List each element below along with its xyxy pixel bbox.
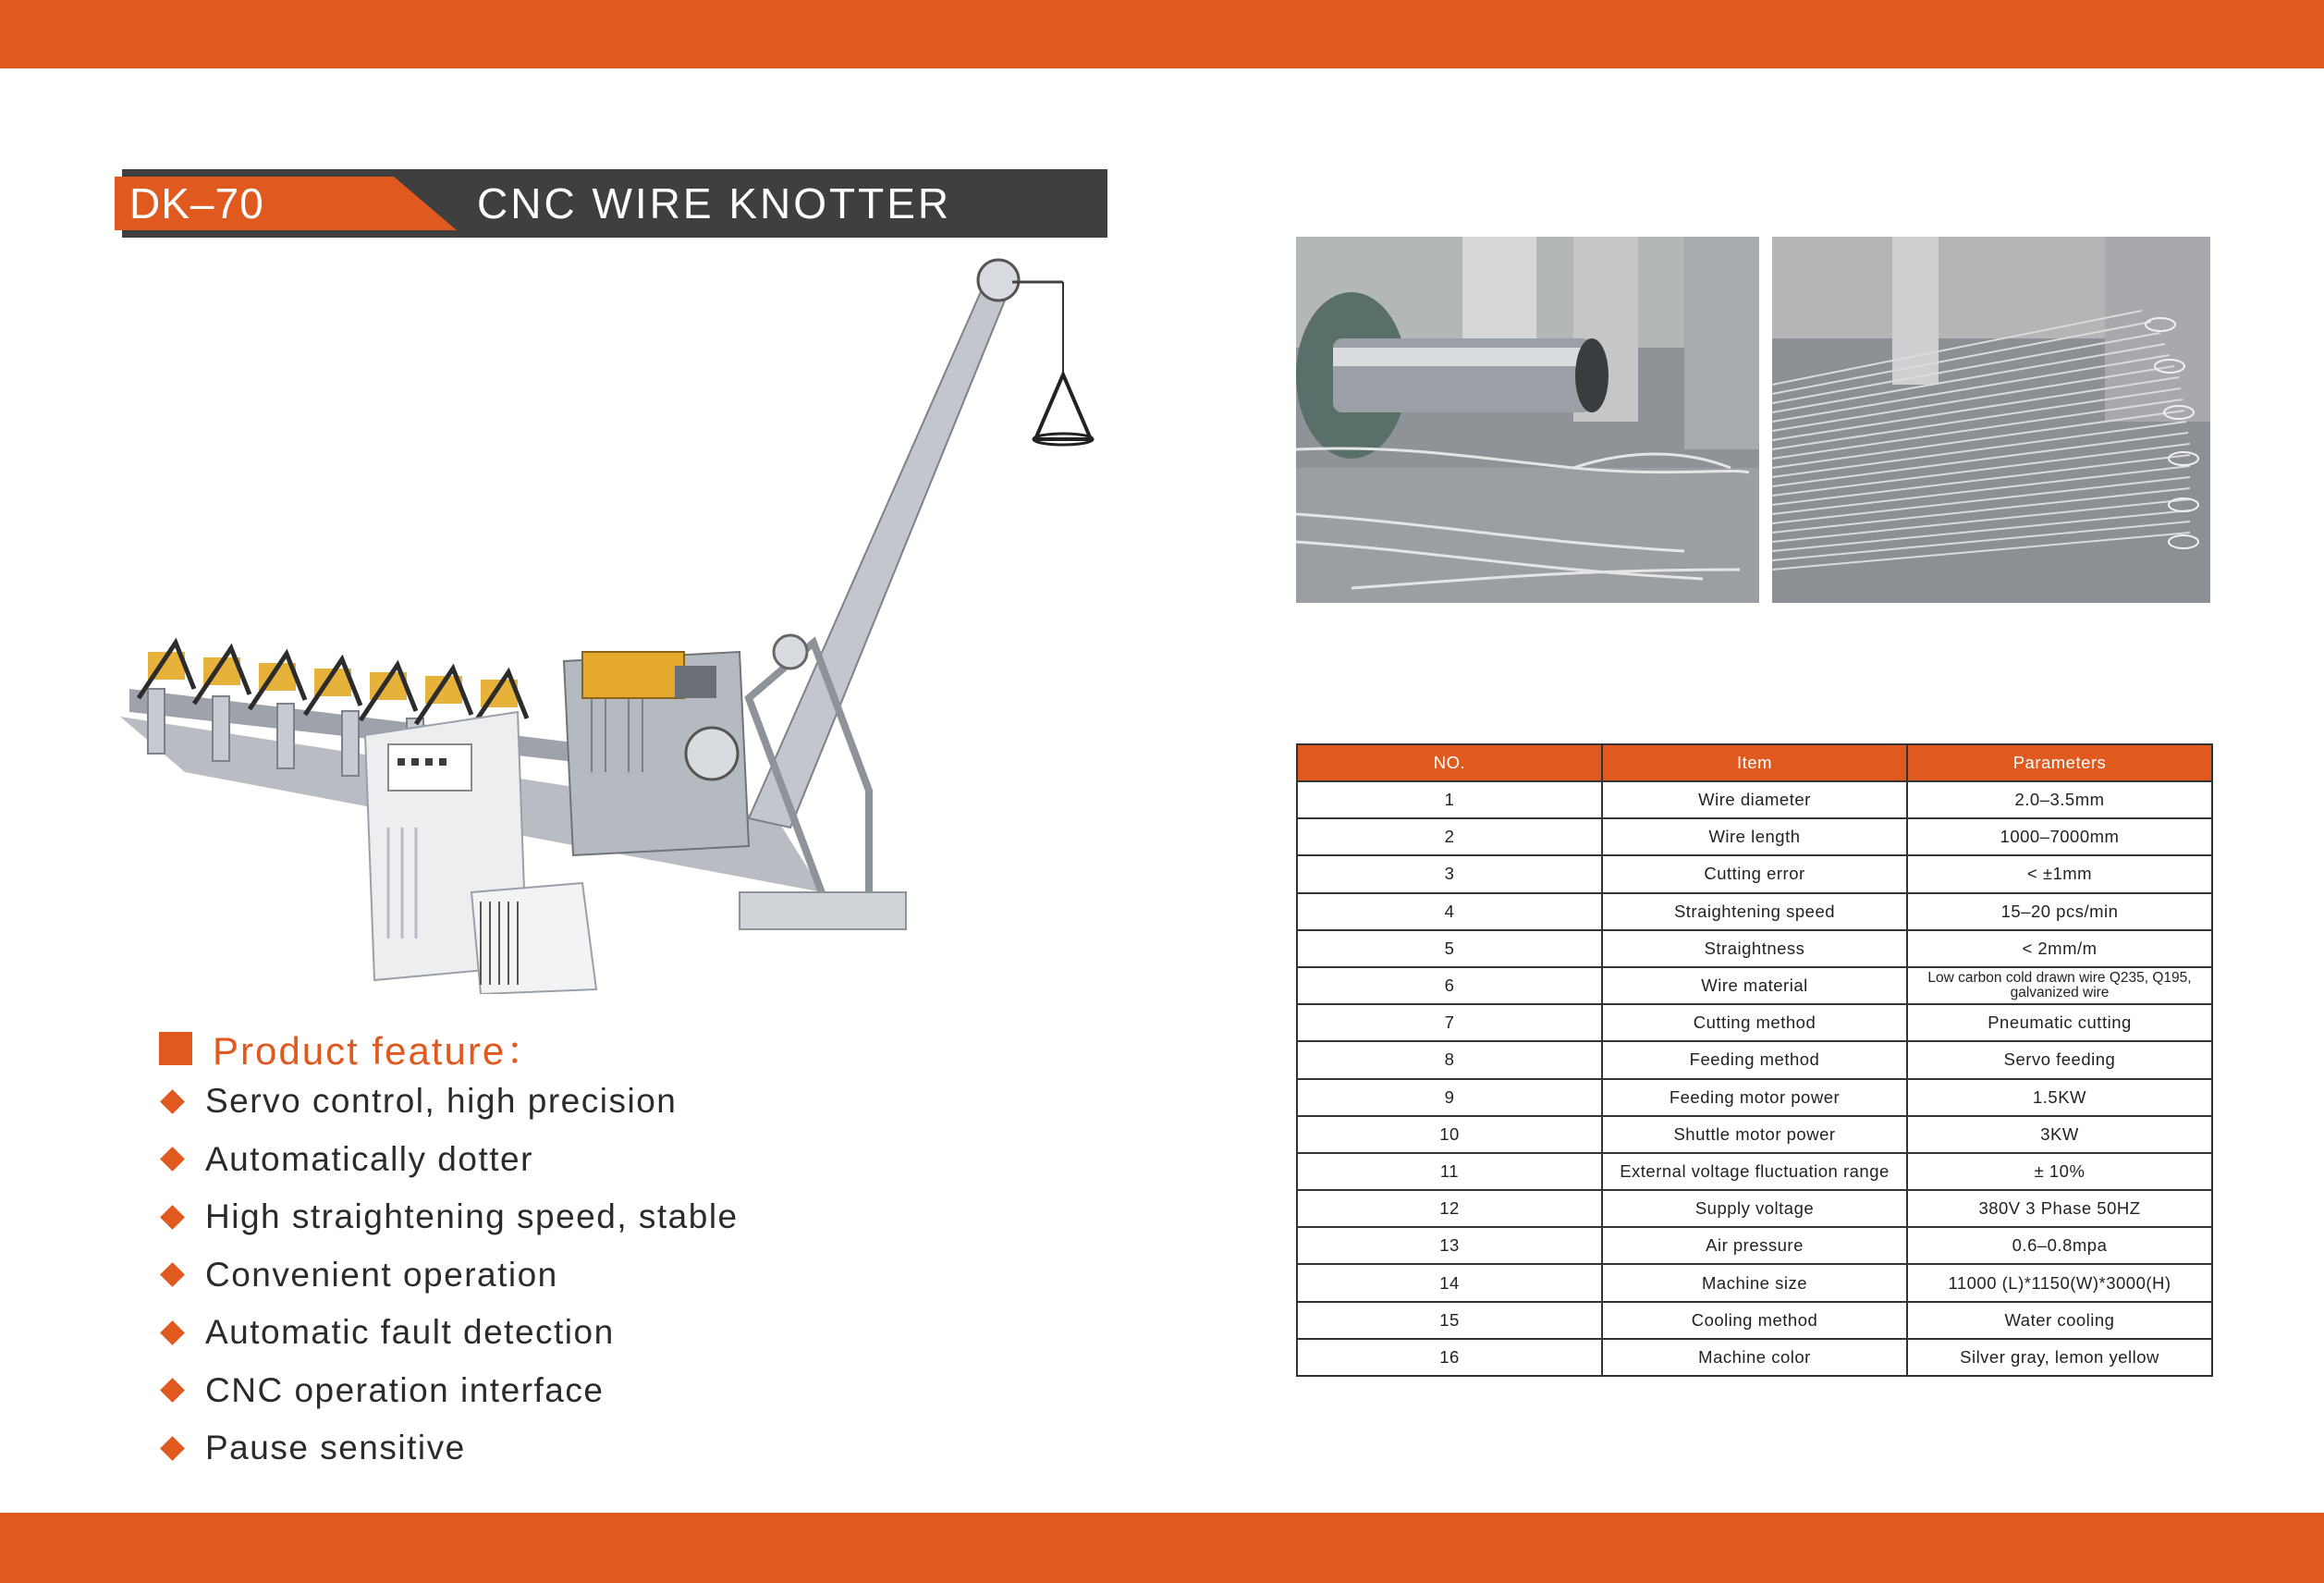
diamond-bullet-icon	[160, 1089, 185, 1114]
title-banner	[115, 169, 1107, 238]
feature-text: High straightening speed, stable	[205, 1197, 739, 1236]
row-item: Cutting error	[1602, 855, 1907, 892]
row-parameter: 1.5KW	[1907, 1079, 2212, 1116]
row-parameter: 380V 3 Phase 50HZ	[1907, 1190, 2212, 1227]
feature-text: Convenient operation	[205, 1255, 558, 1294]
feature-title: Product feature：	[213, 1029, 547, 1073]
row-item: Machine size	[1602, 1264, 1907, 1301]
table-row	[1297, 1116, 2212, 1153]
diamond-bullet-icon	[160, 1205, 185, 1230]
row-item: Wire diameter	[1602, 781, 1907, 818]
row-number: 14	[1297, 1264, 1602, 1301]
table-row	[1297, 1227, 2212, 1264]
row-parameter: 15–20 pcs/min	[1907, 893, 2212, 930]
row-parameter: Water cooling	[1907, 1302, 2212, 1339]
feature-text: Automatic fault detection	[205, 1313, 615, 1352]
feature-item	[159, 1131, 739, 1189]
machine-image	[111, 254, 1119, 994]
diamond-bullet-icon	[160, 1147, 185, 1172]
header-item: Item	[1602, 744, 1907, 781]
table-row	[1297, 818, 2212, 855]
feature-item	[159, 1073, 739, 1131]
row-number: 11	[1297, 1153, 1602, 1190]
row-item: Cooling method	[1602, 1302, 1907, 1339]
row-parameter: 0.6–0.8mpa	[1907, 1227, 2212, 1264]
feature-item	[159, 1304, 739, 1362]
row-number: 13	[1297, 1227, 1602, 1264]
table-row	[1297, 1339, 2212, 1376]
row-parameter: ± 10%	[1907, 1153, 2212, 1190]
row-number: 7	[1297, 1004, 1602, 1041]
table-row	[1297, 1004, 2212, 1041]
model-label: DK–70	[129, 179, 264, 227]
row-item: Supply voltage	[1602, 1190, 1907, 1227]
row-number: 16	[1297, 1339, 1602, 1376]
spec-table	[1296, 743, 2213, 1377]
row-number: 1	[1297, 781, 1602, 818]
feature-list	[159, 1073, 739, 1478]
row-item: External voltage fluctuation range	[1602, 1153, 1907, 1190]
feature-text: Servo control, high precision	[205, 1082, 678, 1121]
feature-item	[159, 1246, 739, 1305]
row-item: Feeding motor power	[1602, 1079, 1907, 1116]
row-number: 12	[1297, 1190, 1602, 1227]
table-row	[1297, 1302, 2212, 1339]
looped-wires-photo	[1772, 237, 2210, 603]
row-number: 9	[1297, 1079, 1602, 1116]
diamond-bullet-icon	[160, 1378, 185, 1403]
row-item: Air pressure	[1602, 1227, 1907, 1264]
row-parameter: Low carbon cold drawn wire Q235, Q195, galvanized wire	[1907, 967, 2212, 1004]
feature-item	[159, 1362, 739, 1420]
row-parameter: Servo feeding	[1907, 1041, 2212, 1078]
table-row	[1297, 855, 2212, 892]
row-parameter: < ±1mm	[1907, 855, 2212, 892]
row-parameter: 11000 (L)*1150(W)*3000(H)	[1907, 1264, 2212, 1301]
row-item: Shuttle motor power	[1602, 1116, 1907, 1153]
top-accent-band	[0, 0, 2324, 68]
row-item: Feeding method	[1602, 1041, 1907, 1078]
table-row	[1297, 967, 2212, 1004]
row-item: Wire length	[1602, 818, 1907, 855]
feature-item	[159, 1188, 739, 1246]
row-item: Straightening speed	[1602, 893, 1907, 930]
row-item: Machine color	[1602, 1339, 1907, 1376]
row-number: 15	[1297, 1302, 1602, 1339]
feature-text: Automatically dotter	[205, 1139, 533, 1178]
row-item: Cutting method	[1602, 1004, 1907, 1041]
bottom-accent-band	[0, 1513, 2324, 1583]
row-number: 6	[1297, 967, 1602, 1004]
row-parameter: Pneumatic cutting	[1907, 1004, 2212, 1041]
table-row	[1297, 1079, 2212, 1116]
row-parameter: 3KW	[1907, 1116, 2212, 1153]
table-row	[1297, 1153, 2212, 1190]
table-row	[1297, 1264, 2212, 1301]
diamond-bullet-icon	[160, 1320, 185, 1345]
feature-text: CNC operation interface	[205, 1370, 605, 1409]
table-row	[1297, 1041, 2212, 1078]
row-item: Wire material	[1602, 967, 1907, 1004]
row-parameter: 1000–7000mm	[1907, 818, 2212, 855]
row-parameter: Silver gray, lemon yellow	[1907, 1339, 2212, 1376]
row-number: 4	[1297, 893, 1602, 930]
table-header-row	[1297, 744, 2212, 781]
row-parameter: 2.0–3.5mm	[1907, 781, 2212, 818]
feature-heading	[159, 1023, 546, 1074]
table-row	[1297, 1190, 2212, 1227]
feature-text: Pause sensitive	[205, 1429, 466, 1467]
diamond-bullet-icon	[160, 1262, 185, 1287]
square-bullet-icon	[159, 1032, 192, 1065]
diamond-bullet-icon	[160, 1436, 185, 1461]
product-name: CNC WIRE KNOTTER	[477, 179, 952, 227]
header-parameters: Parameters	[1907, 744, 2212, 781]
row-number: 10	[1297, 1116, 1602, 1153]
row-parameter: < 2mm/m	[1907, 930, 2212, 967]
row-number: 8	[1297, 1041, 1602, 1078]
table-row	[1297, 893, 2212, 930]
row-number: 3	[1297, 855, 1602, 892]
feature-item	[159, 1419, 739, 1478]
table-row	[1297, 781, 2212, 818]
row-item: Straightness	[1602, 930, 1907, 967]
knotting-closeup-photo	[1296, 237, 1759, 603]
row-number: 5	[1297, 930, 1602, 967]
header-no: NO.	[1297, 744, 1602, 781]
table-row	[1297, 930, 2212, 967]
row-number: 2	[1297, 818, 1602, 855]
